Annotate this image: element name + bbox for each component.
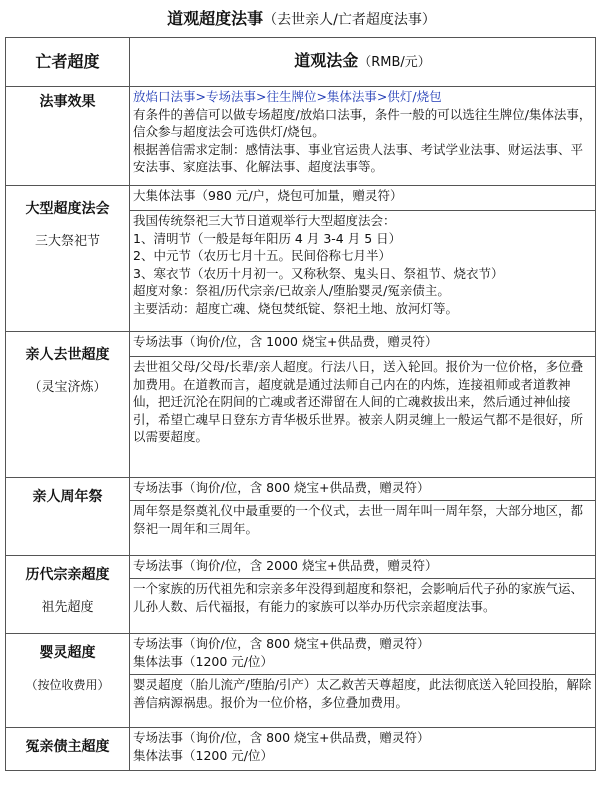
row-label-fashi — [6, 87, 130, 186]
dahui-line: 主要活动：超度亡魂、烧包焚纸锭、祭祀土地、放河灯等。 — [133, 300, 459, 316]
table-row — [6, 728, 596, 771]
row-subheading: 祖先超度 — [41, 599, 94, 615]
row-heading: 冤亲债主超度 — [25, 739, 110, 755]
table-row — [6, 332, 596, 357]
title-main: 道观超度法事 — [167, 9, 264, 28]
table-row — [6, 478, 596, 501]
row-content-dahui — [130, 211, 596, 332]
yingling-desc: 婴灵超度（胎儿流产/堕胎/引产）太乙救苦天尊超度，此法彻底送入轮回投胎，解除善信病源祸患。报价为一位价格，多位叠加费用。 — [130, 675, 596, 728]
row-heading: 亲人周年祭 — [32, 489, 103, 505]
page-title — [0, 6, 603, 29]
row-heading: 法事效果 — [39, 94, 96, 110]
row-subheading: 三大祭祀节 — [34, 233, 100, 249]
qinren-price: 专场法事（询价/位，含 1000 烧宝+供品费，赠灵符） — [130, 332, 596, 357]
yuanqin-price1: 专场法事（询价/位，含 800 烧宝+供品费，赠灵符） — [133, 730, 430, 745]
fashi-link[interactable]: 放焰口法事>专场法事>往生牌位>集体法事>供灯/烧包 — [133, 89, 442, 104]
row-content-fashi — [130, 87, 596, 186]
dahui-line: 1、清明节（一般是每年阳历 4 月 3-4 月 5 日） — [133, 230, 402, 246]
row-label-dahui — [6, 186, 130, 332]
lidai-desc: 一个家族的历代祖先和宗亲多年没得到超度和祭祀，会影响后代子孙的家族气运、儿孙人数、后代福报，有能力的家族可以举办历代宗亲超度法事。 — [130, 579, 596, 634]
yingling-price2: 集体法事（1200 元/位） — [133, 653, 273, 669]
row-label-zhounian — [6, 478, 130, 556]
table-header-row — [6, 38, 596, 87]
dahui-line: 超度对象：祭祖/历代宗亲/已故亲人/堕胎婴灵/冤亲债主。 — [133, 283, 450, 298]
yuanqin-price2: 集体法事（1200 元/位） — [133, 747, 273, 763]
price-table — [5, 37, 596, 771]
row-label-yingling — [6, 634, 130, 728]
row-content-yuanqin — [130, 728, 596, 771]
dahui-line: 2、中元节（农历七月十五。民间俗称七月半） — [133, 248, 391, 263]
dahui-line: 3、寒衣节（农历十月初一。又称秋祭、鬼头日、祭祖节、烧衣节） — [133, 265, 504, 281]
dahui-line: 我国传统祭祀三大节日道观举行大型超度法会： — [133, 213, 396, 228]
header-col2-label: 道观法金 — [294, 51, 359, 71]
row-label-yuanqin — [6, 728, 130, 771]
table-row — [6, 87, 596, 186]
row-label-lidai — [6, 556, 130, 634]
zhounian-price: 专场法事（询价/位，含 800 烧宝+供品费，赠灵符） — [130, 478, 596, 501]
lidai-price: 专场法事（询价/位，含 2000 烧宝+供品费，赠灵符） — [130, 556, 596, 579]
row-subheading: （按位收费用） — [25, 677, 110, 692]
row-content-yingling — [130, 634, 596, 675]
dahui-price: 大集体法事（980 元/户，烧包可加量，赠灵符） — [130, 186, 596, 211]
row-heading: 婴灵超度 — [39, 645, 96, 661]
qinren-desc: 去世祖父母/父母/长辈/亲人超度。行法八日，送入轮回。报价为一位价格，多位叠加费用。在道教而言，超度就是通过法师自己内在的内炼，连接祖师或者道教神仙，把迁沉沦在阴间的亡魂或者还滞留在人间的亡魂救拔出来，然后通过神仙接引，希望亡魂早日登东方青华极乐世界。被亲人阴灵缠上一般运气都不是很好，所以需要超度。 — [130, 357, 596, 478]
row-subheading: （灵宝济炼） — [28, 379, 107, 395]
header-col1: 亡者超度 — [6, 38, 130, 87]
header-col2 — [130, 38, 596, 87]
title-sub: （去世亲人/亡者超度法事） — [263, 12, 436, 28]
row-heading: 历代宗亲超度 — [25, 567, 110, 583]
fashi-text1: 有条件的善信可以做专场超度/放焰口法事，条件一般的可以选往生牌位/集体法事，信众参与超度法会可选供灯/烧包。 — [133, 106, 592, 139]
row-heading: 大型超度法会 — [25, 201, 110, 217]
fashi-text2: 根据善信需求定制：感情法事、事业官运贵人法事、考试学业法事、财运法事、平安法事、家庭法事、化解法事、超度法事等。 — [133, 141, 584, 174]
zhounian-desc: 周年祭是祭奠礼仪中最重要的一个仪式，去世一周年叫一周年祭，大部分地区，都祭祀一周年和三周年。 — [130, 501, 596, 556]
table-row — [6, 556, 596, 579]
header-col2-note: （RMB/元） — [358, 55, 431, 71]
row-label-qinren — [6, 332, 130, 478]
table-row — [6, 186, 596, 211]
table-row — [6, 634, 596, 675]
row-heading: 亲人去世超度 — [25, 347, 110, 363]
yingling-price1: 专场法事（询价/位，含 800 烧宝+供品费，赠灵符） — [133, 636, 430, 651]
